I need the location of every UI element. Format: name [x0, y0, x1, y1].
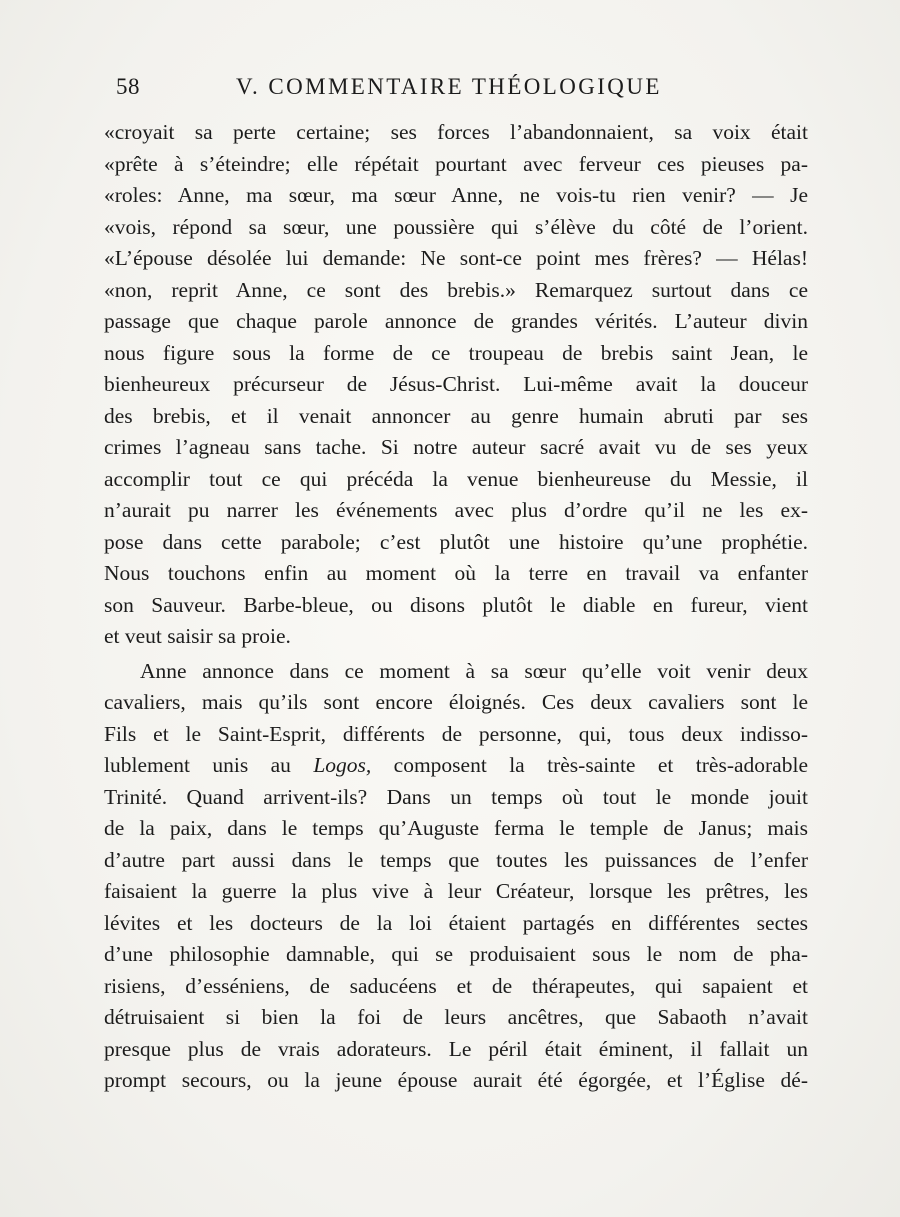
paragraph-2: [104, 656, 808, 1097]
text-line: Anne annonce dans ce moment à sa sœur qu’elle voit venir deux: [140, 658, 808, 683]
running-title: V. COMMENTAIRE THÉOLOGIQUE: [236, 74, 662, 99]
text-line: faisaient la guerre la plus vive à leur Créateur, lorsque les prêtres, les: [104, 879, 808, 903]
text-line: n’aurait pu narrer les événements avec plus d’ordre qu’il ne les ex-: [104, 498, 808, 522]
text-line: risiens, d’esséniens, de saducéens et de thérapeutes, qui sapaient et: [104, 973, 808, 998]
text-line: son Sauveur. Barbe-bleue, ou disons plutôt le diable en fureur, vient: [104, 592, 808, 617]
text-line: Fils et le Saint-Esprit, différents de personne, qui, tous deux indisso-: [104, 721, 808, 746]
text-line: bienheureux précurseur de Jésus-Christ. Lui-même avait la douceur: [104, 372, 808, 396]
text-line: Nous touchons enfin au moment où la terre en travail va enfanter: [104, 561, 808, 585]
text-line: «non, reprit Anne, ce sont des brebis.» Remarquez surtout dans ce: [104, 277, 808, 302]
text-line: «L’épouse désolée lui demande: Ne sont-ce point mes frères? — Hélas!: [104, 246, 808, 270]
italic-word-logos: Logos,: [313, 753, 372, 777]
text-line: des brebis, et il venait annoncer au genre humain abruti par ses: [104, 403, 808, 428]
text-line: pose dans cette parabole; c’est plutôt une histoire qu’une prophétie.: [104, 529, 808, 554]
text-line: et veut saisir sa proie.: [104, 624, 291, 648]
paragraph-1: [104, 117, 808, 653]
text-line: accomplir tout ce qui précéda la venue bienheureuse du Messie, il: [104, 466, 808, 491]
text-line: «croyait sa perte certaine; ses forces l’abandonnaient, sa voix était: [104, 120, 808, 144]
text-line: Trinité. Quand arrivent-ils? Dans un temps où tout le monde jouit: [104, 784, 808, 809]
running-head: [116, 74, 816, 106]
text-line: nous figure sous la forme de ce troupeau de brebis saint Jean, le: [104, 340, 808, 365]
text-segment: composent la très-sainte et très-adorable: [371, 753, 808, 777]
page-number: 58: [116, 74, 140, 99]
text-line: de la paix, dans le temps qu’Auguste ferma le temple de Janus; mais: [104, 816, 808, 840]
text-line: crimes l’agneau sans tache. Si notre auteur sacré avait vu de ses yeux: [104, 435, 808, 459]
text-line: «prête à s’éteindre; elle répétait pourtant avec ferveur ces pieuses pa-: [104, 151, 808, 176]
text-line: lévites et les docteurs de la loi étaient partagés en différentes sectes: [104, 910, 808, 935]
text-line: d’autre part aussi dans le temps que toutes les puissances de l’enfer: [104, 847, 808, 872]
text-line: cavaliers, mais qu’ils sont encore éloignés. Ces deux cavaliers sont le: [104, 690, 808, 714]
body-text: [104, 117, 808, 1097]
text-line: «vois, répond sa sœur, une poussière qui s’élève du côté de l’orient.: [104, 214, 808, 239]
text-line: détruisaient si bien la foi de leurs ancêtres, que Sabaoth n’avait: [104, 1005, 808, 1029]
text-line-with-italic: [104, 750, 808, 782]
text-segment: lublement unis au: [104, 753, 314, 777]
text-line: «roles: Anne, ma sœur, ma sœur Anne, ne vois-tu rien venir? — Je: [104, 183, 808, 207]
text-line: presque plus de vrais adorateurs. Le péril était éminent, il fallait un: [104, 1036, 808, 1061]
text-line: prompt secours, ou la jeune épouse aurait été égorgée, et l’Église dé-: [104, 1068, 808, 1092]
text-line: passage que chaque parole annonce de grandes vérités. L’auteur divin: [104, 309, 808, 333]
text-line: d’une philosophie damnable, qui se produisaient sous le nom de pha-: [104, 942, 808, 966]
